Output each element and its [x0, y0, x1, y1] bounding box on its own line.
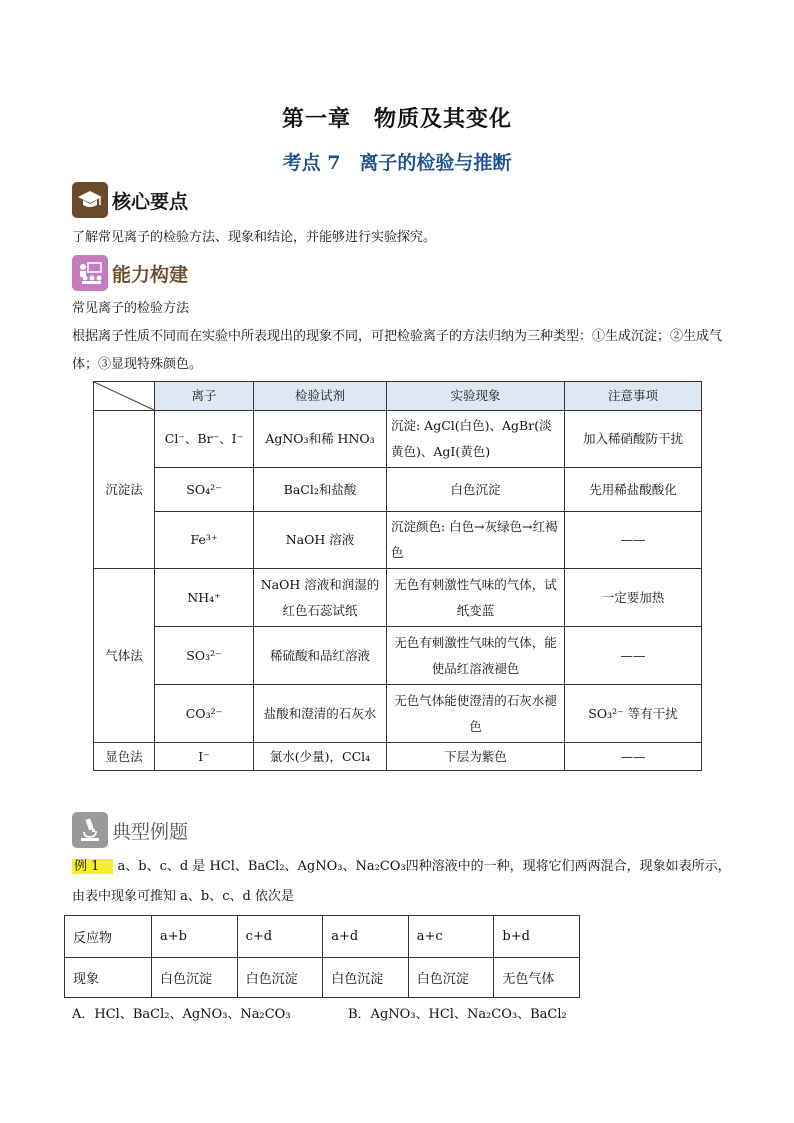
table-cell: a+d [323, 916, 409, 958]
phenomenon-cell: 沉淀颜色: 白色→灰绿色→红褐色 [387, 512, 565, 569]
note-cell: SO₃²⁻ 等有干扰 [565, 685, 702, 743]
table-row [65, 916, 580, 958]
table-cell: 反应物 [65, 916, 152, 958]
reagent-cell: BaCl₂和盐酸 [254, 468, 387, 512]
ion-cell: I⁻ [155, 743, 254, 771]
header-note: 注意事项 [565, 382, 702, 411]
table-cell: 白色沉淀 [237, 958, 323, 998]
table-cell: a+c [408, 916, 494, 958]
phenomenon-cell: 沉淀: AgCl(白色)、AgBr(淡黄色)、AgI(黄色) [387, 411, 565, 468]
section-ability-title: 能力构建 [112, 263, 189, 286]
table-row [94, 512, 702, 569]
phenomenon-cell: 白色沉淀 [387, 468, 565, 512]
example1-table [64, 915, 580, 998]
ion-cell: SO₄²⁻ [155, 468, 254, 512]
reagent-cell: AgNO₃和稀 HNO₃ [254, 411, 387, 468]
table-cell: b+d [494, 916, 580, 958]
table-header-row [94, 382, 702, 411]
core-text: 了解常见离子的检验方法、现象和结论，并能够进行实验探究。 [72, 230, 437, 245]
header-phenomenon: 实验现象 [387, 382, 565, 411]
table-cell: 白色沉淀 [152, 958, 238, 998]
example1-line1 [72, 853, 752, 881]
reagent-cell: 稀硫酸和品红溶液 [254, 627, 387, 685]
people-board-icon [72, 255, 108, 291]
option-b: B．AgNO₃、HCl、Na₂CO₃、BaCl₂ [348, 1007, 567, 1022]
phenomenon-cell: 无色有刺激性气味的气体，试纸变蓝 [387, 569, 565, 627]
ion-cell: SO₃²⁻ [155, 627, 254, 685]
example1-label: 例 1 [72, 859, 113, 874]
table-cell: 现象 [65, 958, 152, 998]
note-cell: 先用稀盐酸酸化 [565, 468, 702, 512]
topic-title: 考点 7 离子的检验与推断 [282, 152, 512, 174]
ion-detection-table [93, 381, 702, 771]
header-ion: 离子 [155, 382, 254, 411]
ion-cell: Fe³⁺ [155, 512, 254, 569]
note-cell: 一定要加热 [565, 569, 702, 627]
graduation-cap-icon [72, 182, 108, 218]
table-row [94, 685, 702, 743]
table-cell: 无色气体 [494, 958, 580, 998]
section-core-header [72, 182, 188, 218]
table-row [94, 569, 702, 627]
table-cell: a+b [152, 916, 238, 958]
table-row [65, 958, 580, 998]
reagent-cell: 氯水(少量)，CCl₄ [254, 743, 387, 771]
microscope-icon [72, 812, 108, 848]
table-cell: 白色沉淀 [323, 958, 409, 998]
method-cell: 沉淀法 [94, 411, 155, 569]
table-cell: 白色沉淀 [408, 958, 494, 998]
reagent-cell: NaOH 溶液和润湿的红色石蕊试纸 [254, 569, 387, 627]
note-cell: —— [565, 743, 702, 771]
section-examples-header [72, 812, 188, 848]
method-cell: 显色法 [94, 743, 155, 771]
note-cell: —— [565, 627, 702, 685]
section-examples-title: 典型例题 [112, 820, 189, 843]
table-cell: c+d [237, 916, 323, 958]
section-ability-header [72, 255, 188, 291]
header-reagent: 检验试剂 [254, 382, 387, 411]
reagent-cell: NaOH 溶液 [254, 512, 387, 569]
ability-subheading: 常见离子的检验方法 [72, 301, 190, 316]
example1-text: a、b、c、d 是 HCl、BaCl₂、AgNO₃、Na₂CO₃四种溶液中的一种，现将它们两两混合，现象如表所示， [117, 859, 731, 874]
ion-cell: CO₃²⁻ [155, 685, 254, 743]
ion-cell: Cl⁻、Br⁻、I⁻ [155, 411, 254, 468]
diagonal-line [94, 382, 154, 410]
section-core-title: 核心要点 [112, 190, 189, 213]
example1-line2: 由表中现象可推知 a、b、c、d 依次是 [72, 889, 294, 904]
reagent-cell: 盐酸和澄清的石灰水 [254, 685, 387, 743]
table-row [94, 627, 702, 685]
ion-cell: NH₄⁺ [155, 569, 254, 627]
note-cell: —— [565, 512, 702, 569]
phenomenon-cell: 下层为紫色 [387, 743, 565, 771]
diagonal-header-cell [94, 382, 155, 411]
chapter-title: 第一章 物质及其变化 [281, 106, 512, 132]
table-row [94, 468, 702, 512]
table-row [94, 411, 702, 468]
ability-paragraph: 根据离子性质不同而在实验中所表现出的现象不同，可把检验离子的方法归纳为三种类型：①生成沉淀；②生成气体；③显现特殊颜色。 [72, 329, 723, 372]
method-cell: 气体法 [94, 569, 155, 743]
option-a: A．HCl、BaCl₂、AgNO₃、Na₂CO₃ [72, 1007, 291, 1022]
table-row [94, 743, 702, 771]
note-cell: 加入稀硝酸防干扰 [565, 411, 702, 468]
phenomenon-cell: 无色气体能使澄清的石灰水褪色 [387, 685, 565, 743]
phenomenon-cell: 无色有刺激性气味的气体，能使品红溶液褪色 [387, 627, 565, 685]
